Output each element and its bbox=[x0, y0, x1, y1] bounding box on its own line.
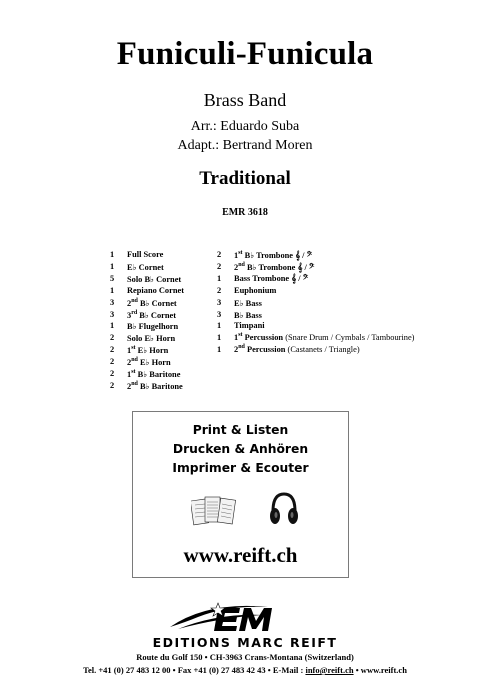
part-quantity: 2 bbox=[110, 345, 115, 355]
part-quantity: 1 bbox=[217, 321, 222, 331]
part-quantity: 1 bbox=[110, 321, 115, 331]
part-quantity: 1 bbox=[217, 273, 222, 283]
ensemble-subtitle: Brass Band bbox=[203, 90, 287, 110]
emr-logo bbox=[168, 599, 323, 635]
part-quantity: 1 bbox=[217, 333, 222, 343]
adapter-credit: Adapt.: Bertrand Moren bbox=[177, 138, 313, 153]
publisher-name: EDITIONS MARC REIFT bbox=[152, 635, 338, 650]
part-name: B♭ Bass bbox=[234, 310, 262, 320]
part-quantity: 1 bbox=[110, 285, 115, 295]
part-quantity: 3 bbox=[110, 297, 115, 307]
part-quantity: 1 bbox=[110, 261, 115, 271]
part-quantity: 3 bbox=[217, 309, 222, 319]
promo-line-1: Print & Listen bbox=[192, 423, 289, 437]
score-title: Funiculi-Funicula bbox=[116, 36, 374, 72]
part-name: 3rd B♭ Cornet bbox=[127, 309, 177, 320]
part-name: Bass Trombone 𝄞 / 𝄢 bbox=[234, 273, 309, 283]
part-name: 2nd Percussion (Castanets / Triangle) bbox=[234, 344, 360, 355]
part-name: 2nd B♭ Baritone bbox=[127, 381, 183, 391]
sheet-music-icon bbox=[191, 494, 239, 532]
part-name: 1st B♭ Trombone 𝄞 / 𝄢 bbox=[234, 250, 312, 260]
part-name: 1st E♭ Horn bbox=[127, 345, 169, 356]
part-name: Euphonium bbox=[234, 285, 277, 295]
part-quantity: 2 bbox=[110, 380, 115, 390]
part-quantity: 1 bbox=[217, 345, 222, 355]
headphones-icon bbox=[268, 491, 300, 527]
promo-url[interactable]: www.reift.ch bbox=[183, 543, 298, 567]
part-note: (Castanets / Triangle) bbox=[285, 345, 360, 355]
part-name: Solo B♭ Cornet bbox=[127, 274, 182, 284]
part-name: Timpani bbox=[234, 321, 265, 331]
part-name: 1st Percussion (Snare Drum / Cymbals / Tambourine) bbox=[234, 332, 415, 343]
part-name: Full Score bbox=[127, 250, 164, 259]
promo-box bbox=[132, 411, 349, 578]
part-name: 2nd E♭ Horn bbox=[127, 357, 171, 368]
part-quantity: 2 bbox=[217, 261, 222, 271]
part-name: Solo E♭ Horn bbox=[127, 334, 176, 344]
part-quantity: 2 bbox=[110, 333, 115, 343]
publisher-address: Route du Golf 150 • CH-3963 Crans-Montana (Switzerland) bbox=[136, 652, 354, 662]
part-quantity: 2 bbox=[217, 250, 222, 259]
contact-suffix: • www.reift.ch bbox=[353, 665, 407, 675]
part-name: 2nd B♭ Cornet bbox=[127, 297, 177, 308]
contact-prefix: Tel. +41 (0) 27 483 12 00 • Fax +41 (0) 27 483 42 43 • E-Mail : bbox=[83, 665, 306, 675]
composer-credit: Traditional bbox=[199, 168, 291, 189]
part-name: 1st B♭ Baritone bbox=[127, 369, 181, 379]
promo-line-3: Imprimer & Ecouter bbox=[172, 461, 309, 475]
arranger-credit: Arr.: Eduardo Suba bbox=[190, 119, 300, 134]
part-quantity: 2 bbox=[110, 357, 115, 367]
part-note: (Snare Drum / Cymbals / Tambourine) bbox=[283, 333, 415, 343]
catalog-number: EMR 3618 bbox=[222, 207, 268, 218]
part-quantity: 3 bbox=[217, 297, 222, 307]
part-name: B♭ Flugelhorn bbox=[127, 322, 179, 332]
part-name: E♭ Bass bbox=[234, 298, 262, 308]
email-link[interactable]: info@reift.ch bbox=[305, 665, 354, 675]
part-name: Repiano Cornet bbox=[127, 285, 184, 295]
part-quantity: 5 bbox=[110, 273, 115, 283]
part-quantity: 1 bbox=[110, 250, 115, 259]
part-quantity: 2 bbox=[217, 285, 222, 295]
part-name: E♭ Cornet bbox=[127, 262, 164, 272]
part-name: 2nd B♭ Trombone 𝄞 / 𝄢 bbox=[234, 262, 315, 272]
part-quantity: 3 bbox=[110, 309, 115, 319]
publisher-contact bbox=[0, 665, 490, 675]
promo-line-2: Drucken & Anhören bbox=[172, 442, 309, 456]
part-quantity: 2 bbox=[110, 369, 115, 378]
